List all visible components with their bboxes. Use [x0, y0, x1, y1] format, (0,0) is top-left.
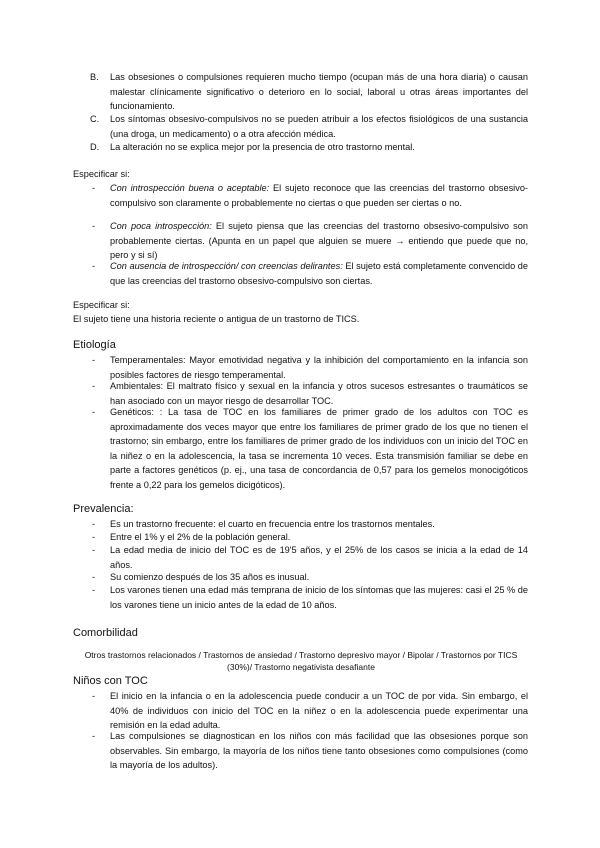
criterion-letter: C.	[90, 114, 100, 124]
criterion-text: Las obsesiones o compulsiones requieren mucho tiempo (ocupan más de una hora diaria) o causan malestar clínicamente significativo o deterioro en lo social, laboral u otras áreas importantes del funcionamiento.	[110, 72, 528, 112]
bullet: -	[92, 572, 96, 582]
prevalence-item: Entre el 1% y el 2% de la población general.	[110, 532, 291, 542]
prevalence-item: Los varones tienen una edad más temprana de inicio de los síntomas que las mujeres: casi el 25 % de los varones tiene un inicio antes de la edad de 10 años.	[110, 585, 528, 610]
prevalence-item: La edad media de inicio del TOC es de 19'5 años, y el 25% de los casos se inicia a la edad de 14 años.	[110, 545, 528, 570]
section-heading-children: Niños con TOC	[73, 675, 148, 687]
specify-text: El sujeto tiene una historia reciente o antigua de un trastorno de TICS.	[73, 314, 360, 324]
specify-item-label: Con poca introspección:	[110, 221, 212, 231]
specify-title: Especificar si:	[73, 300, 130, 310]
specify-item-label: Con introspección buena o aceptable:	[110, 183, 270, 193]
bullet: -	[92, 731, 96, 741]
prevalence-item: Su comienzo después de los 35 años es inusual.	[110, 572, 310, 582]
specify-title: Especificar si:	[73, 169, 130, 179]
specify-item	[110, 219, 528, 263]
prevalence-item: Es un trastorno frecuente: el cuarto en frecuencia entre los trastornos mentales.	[110, 519, 435, 529]
specify-item	[110, 259, 528, 288]
bullet: -	[92, 532, 96, 542]
etiology-item: Ambientales: El maltrato físico y sexual en la infancia y otros sucesos estresantes o traumáticos se han asociado con un mayor riesgo de desarrollar TOC.	[110, 381, 528, 406]
children-item: Las compulsiones se diagnostican en los niños con más facilidad que las obsesiones porque son observables. Sin embargo, la mayoría de los niños tiene tanto obsesiones como compulsiones (como la mayoría de los adultos).	[110, 731, 528, 771]
comorbidity-list: Otros trastornos relacionados / Trastornos de ansiedad / Trastorno depresivo mayor / Bipolar / Trastornos por TICS (30%)/ Trastorno negativista desafiante	[84, 649, 518, 672]
specify-item-text: El sujeto reconoce que las creencias del trastorno obsesivo- compulsivo son claramente o probablemente no ciertas o que pueden ser ciertas o no.	[110, 183, 528, 208]
bullet: -	[92, 407, 96, 417]
section-heading-etiology: Etiología	[73, 339, 116, 351]
etiology-item: Genéticos: : La tasa de TOC en los familiares de primer grado de los adultos con TOC es aproximadamente dos veces mayor que entre los familiares de primer grado de los que no tienen el trastorno; sin embargo, entre los familiares de primer grado de los individuos con un inicio del TOC en la niñez o en la adolescencia, la tasa se incrementa 10 veces. Esta transmisión familiar se debe en parte a factores genéticos (p. ej., una tasa de concordancia de 0,57 para los gemelos monocigóticos frente a 0,22 para los gemelos dicigóticos).	[110, 407, 528, 490]
bullet: -	[92, 183, 96, 193]
bullet: -	[92, 519, 96, 529]
specify-item-text: El sujeto está completamente convencido de que las creencias del trastorno obsesivo-compulsivo son ciertas.	[110, 261, 529, 286]
criterion-letter: B.	[90, 72, 99, 82]
bullet: -	[92, 355, 96, 365]
bullet: -	[92, 381, 96, 391]
children-item: El inicio en la infancia o en la adolescencia puede conducir a un TOC de por vida. Sin embargo, el 40% de individuos con inicio del TOC en la niñez o en la adolescencia puede experimentar una remisión en la edad adulta.	[110, 691, 528, 731]
etiology-item: Temperamentales: Mayor emotividad negativa y la inhibición del comportamiento en la infancia son posibles factores de riesgo temperamental.	[110, 355, 528, 380]
specify-item-text: El sujeto piensa que las creencias del trastorno obsesivo-compulsivo son probablemente ciertas. (Apunta en un papel que alguien se muere → entiendo que puede que no, pero y si sí)	[110, 221, 528, 261]
specify-item-label: Con ausencia de introspección/ con creencias delirantes:	[110, 261, 343, 271]
section-heading-comorbidity: Comorbilidad	[73, 627, 138, 639]
criterion-letter: D.	[90, 142, 100, 152]
bullet: -	[92, 221, 96, 231]
bullet: -	[92, 545, 96, 555]
bullet: -	[92, 261, 96, 271]
criterion-text: La alteración no se explica mejor por la presencia de otro trastorno mental.	[110, 142, 415, 152]
section-heading-prevalence: Prevalencia:	[73, 503, 134, 515]
criterion-text: Los síntomas obsesivo-compulsivos no se pueden atribuir a los efectos fisiológicos de una sustancia (una droga, un medicamento) o a otra afección médica.	[110, 114, 528, 139]
bullet: -	[92, 691, 96, 701]
specify-item	[110, 181, 528, 210]
bullet: -	[92, 585, 96, 595]
